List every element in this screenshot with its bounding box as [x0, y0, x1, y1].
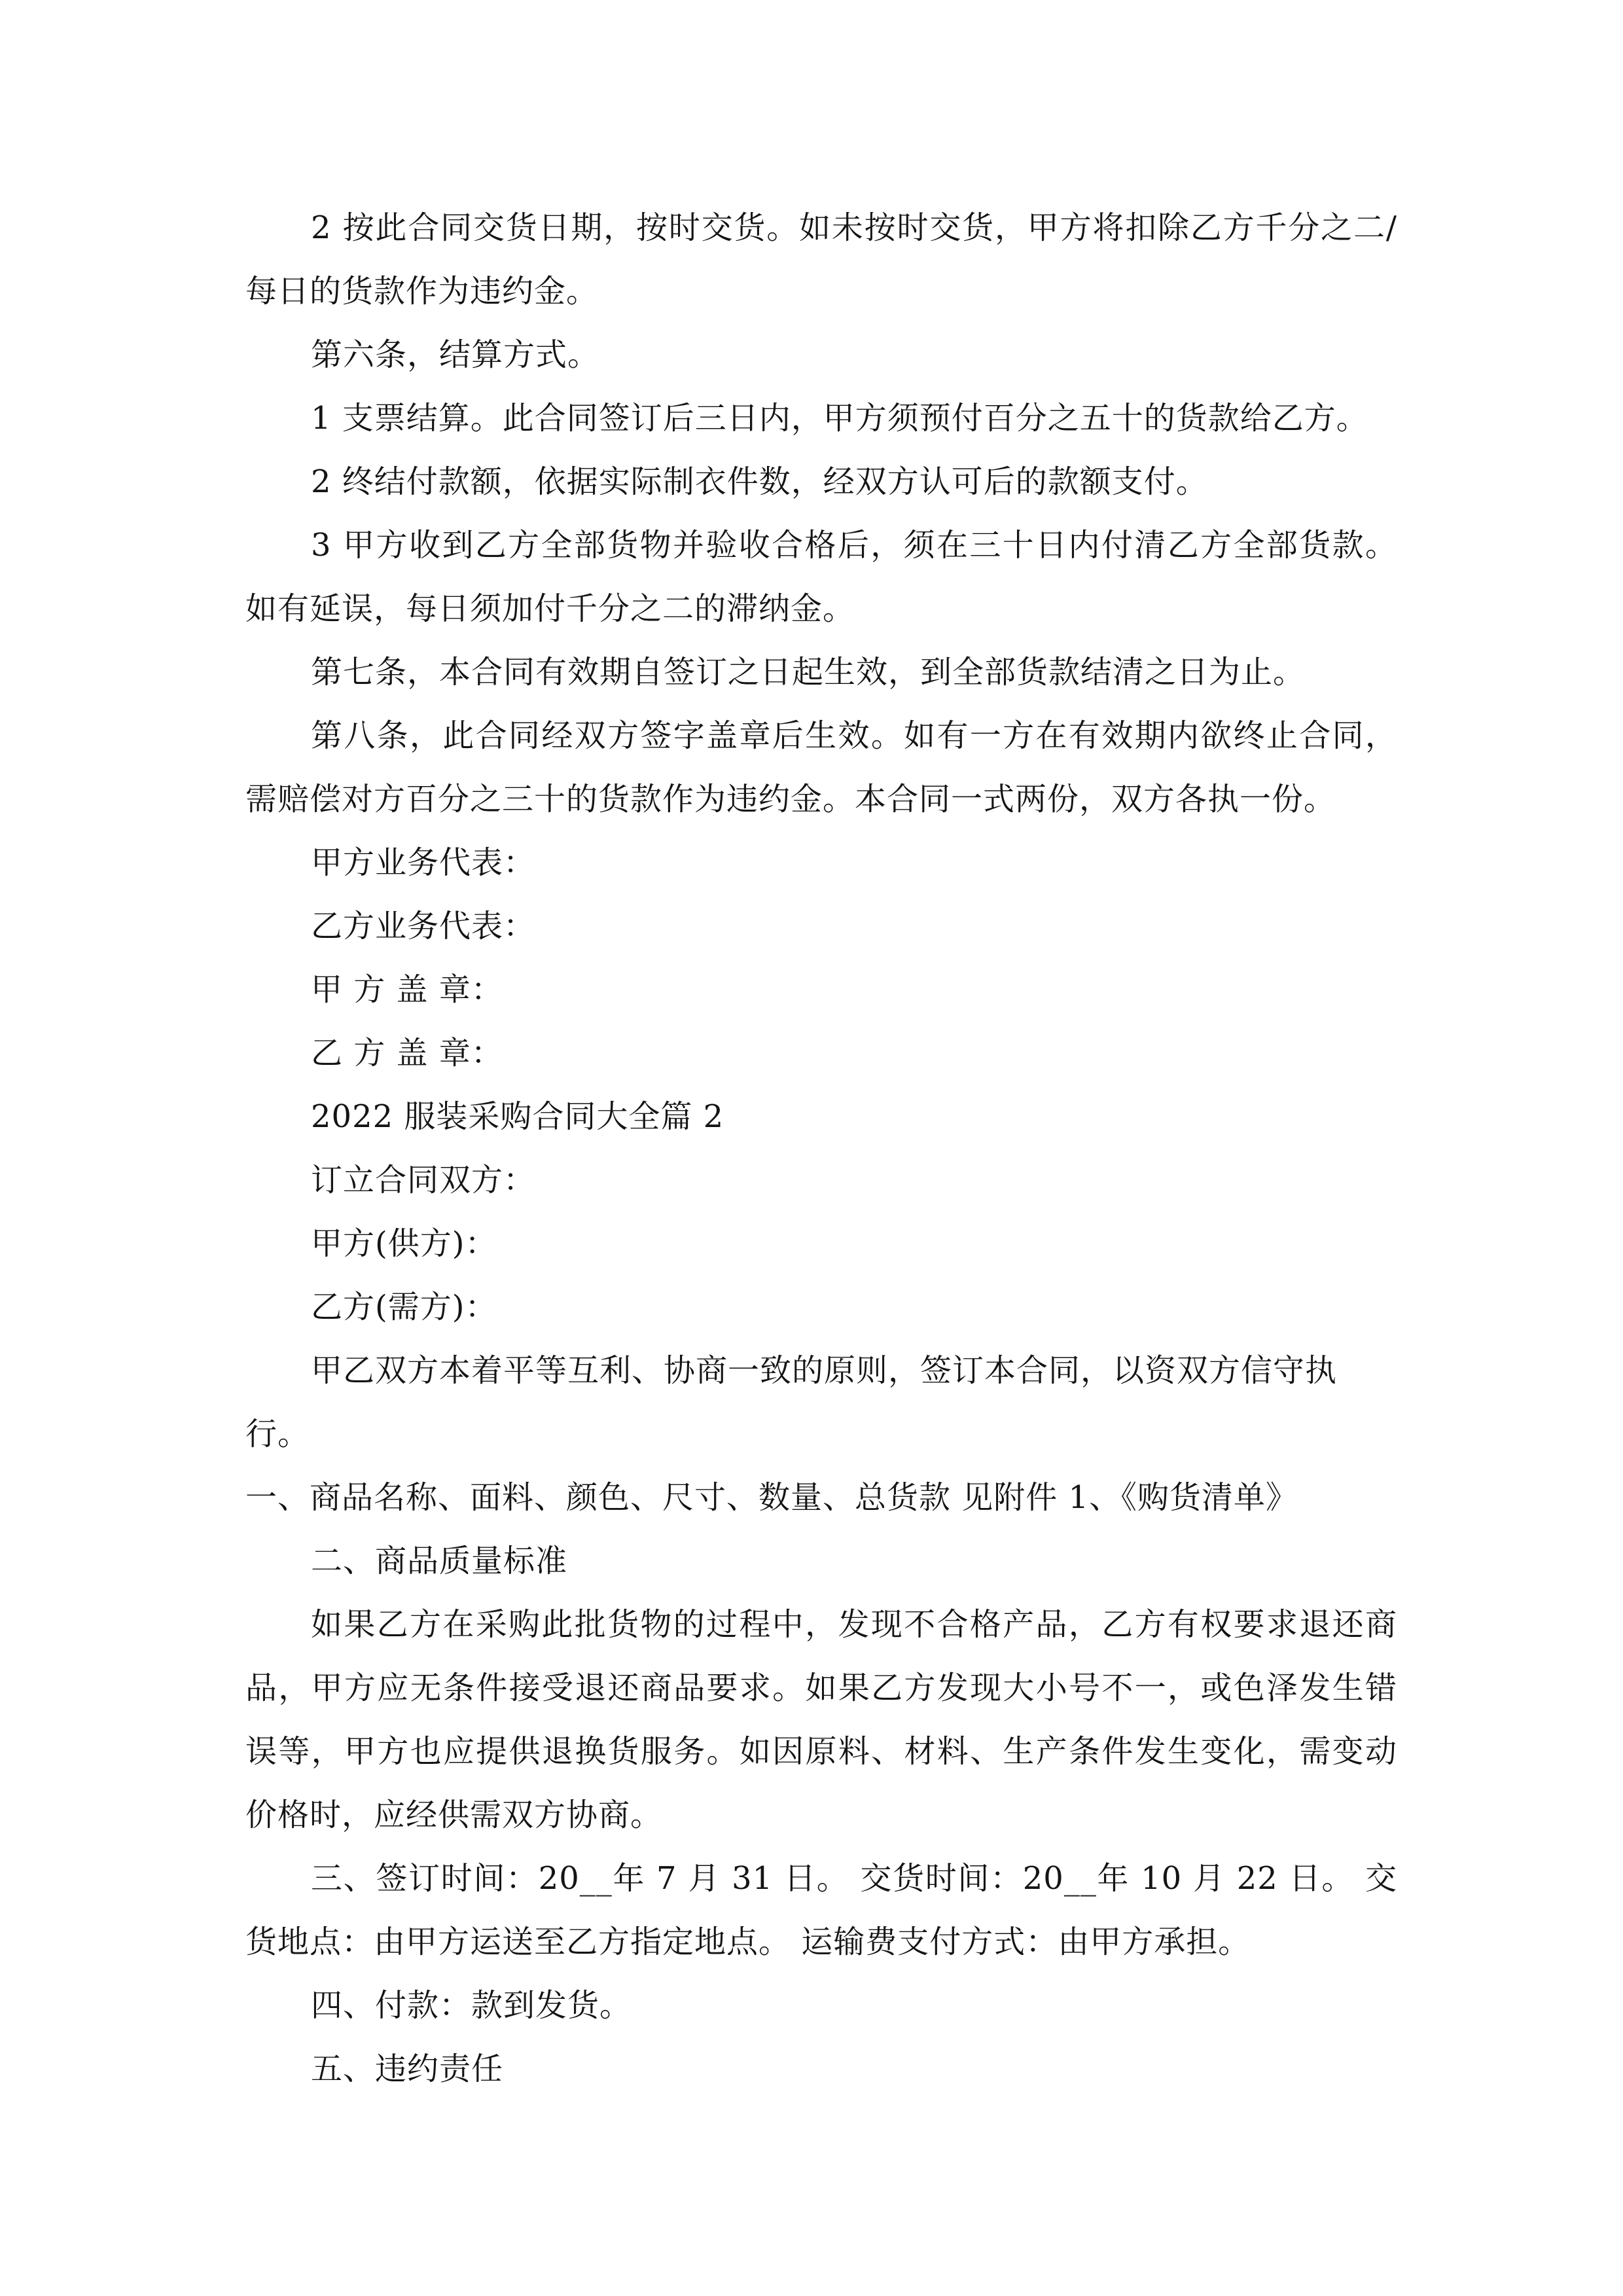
clause-3-dates: 三、签订时间：20__年 7 月 31 日。 交货时间：20__年 10 月 22 日。 交货地点：由甲方运送至乙方指定地点。 运输费支付方式：由甲方承担。	[245, 1860, 1397, 1960]
field-party-b-seal: 乙 方 盖 章：	[311, 1035, 503, 1071]
clause-4-payment: 四、付款：款到发货。	[311, 1987, 632, 2024]
field-party-a-seal: 甲 方 盖 章：	[311, 971, 503, 1008]
paragraph-check-settlement: 1 支票结算。此合同签订后三日内，甲方须预付百分之五十的货款给乙方。	[311, 400, 1368, 437]
field-buyer: 乙方(需方)：	[311, 1289, 497, 1325]
document-page	[245, 196, 1397, 2101]
clause-1-goods: 一、商品名称、面料、颜色、尺寸、数量、总货款 见附件 1、《购货清单》	[245, 1479, 1298, 1516]
paragraph-payment-deadline: 3 甲方收到乙方全部货物并验收合格后，须在三十日内付清乙方全部货款。如有延误，每日须加付千分之二的滞纳金。	[245, 527, 1397, 627]
field-contract-parties: 订立合同双方：	[311, 1162, 536, 1198]
paragraph-delivery-penalty: 2 按此合同交货日期，按时交货。如未按时交货，甲方将扣除乙方千分之二/每日的货款作为违约金。	[245, 209, 1397, 310]
clause-2-heading: 二、商品质量标准	[311, 1543, 568, 1579]
heading-article-6: 第六条，结算方式。	[311, 336, 600, 373]
paragraph-final-payment: 2 终结付款额，依据实际制衣件数，经双方认可后的款额支付。	[311, 463, 1208, 500]
paragraph-principle: 甲乙双方本着平等互利、协商一致的原则，签订本合同，以资双方信守执行。	[245, 1352, 1338, 1452]
field-party-b-representative: 乙方业务代表：	[311, 908, 536, 944]
field-supplier: 甲方(供方)：	[311, 1225, 497, 1262]
paragraph-article-8: 第八条，此合同经双方签字盖章后生效。如有一方在有效期内欲终止合同，需赔偿对方百分之三十的货款作为违约金。本合同一式两份，双方各执一份。	[245, 717, 1397, 817]
section-title: 2022 服装采购合同大全篇 2	[311, 1098, 724, 1135]
field-party-a-representative: 甲方业务代表：	[311, 844, 536, 881]
clause-5-heading: 五、违约责任	[311, 2051, 504, 2087]
paragraph-quality-standard: 如果乙方在采购此批货物的过程中，发现不合格产品，乙方有权要求退还商品，甲方应无条件接受退还商品要求。如果乙方发现大小号不一，或色泽发生错误等，甲方也应提供退换货服务。如因原料、材料、生产条件发生变化，需变动价格时，应经供需双方协商。	[245, 1606, 1397, 1833]
paragraph-article-7: 第七条，本合同有效期自签订之日起生效，到全部货款结清之日为止。	[311, 654, 1306, 691]
